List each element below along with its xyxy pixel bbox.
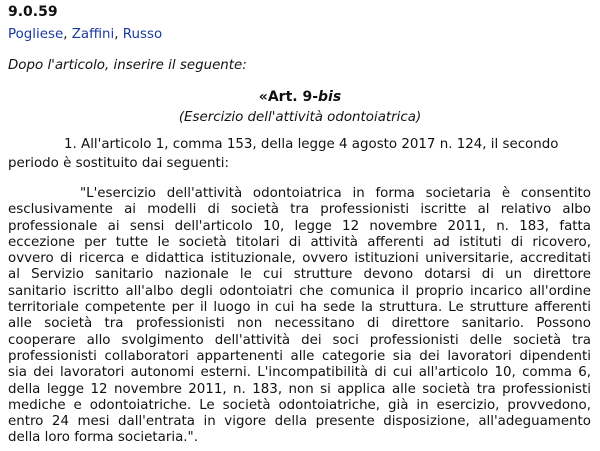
quote-line: della loro forma societaria.".: [8, 430, 198, 446]
paragraph-line: 1. All'articolo 1, comma 153, della legge 4 agosto 2017 n. 124, il secondo: [64, 137, 559, 152]
amendment-code: 9.0.59: [8, 4, 58, 20]
quote-line: mediche e odontoiatriche. Le società odontoiatriche, già in esercizio, provvedono,: [8, 397, 591, 413]
article-title: [0, 89, 600, 105]
quote-line: sia dei lavoratori autonomi esterni. L'incompatibilità di cui all'articolo 10, comma 6,: [8, 365, 591, 381]
quote-line: al Servizio sanitario nazionale le cui strutture devono dotarsi di un direttore: [8, 267, 591, 283]
paragraph-line: periodo è sostituito dai seguenti:: [8, 155, 229, 171]
quote-line: esclusivamente ai modelli di società tra professionisti iscritte al relativo albo: [8, 202, 591, 218]
author-link-pogliese[interactable]: Pogliese: [8, 27, 64, 42]
article-title-prefix: «Art. 9-: [258, 89, 319, 105]
quote-line: sanitario iscritto all'albo degli odontoiatri che comunica il proprio incarico all'ordine: [8, 283, 591, 299]
quote-line: "L'esercizio dell'attività odontoiatrica in forma societaria è consentito: [80, 186, 591, 201]
author-separator: ,: [63, 27, 68, 42]
author-separator: ,: [114, 27, 119, 42]
paragraph-1: [8, 136, 592, 173]
author-link-zaffini[interactable]: Zaffini: [71, 27, 115, 42]
authors-list: [8, 27, 162, 42]
quote-line: cooperare allo svolgimento dell'attività dei soci professionisti delle società tra: [8, 332, 591, 348]
quote-line: entro 24 mesi dall'entrata in vigore della presente disposizione, all'adeguamento: [8, 414, 591, 430]
quote-line: alle società tra professionisti non necessitano di direttore sanitario. Possono: [8, 316, 591, 332]
intro-text: Dopo l'articolo, inserire il seguente:: [8, 58, 247, 73]
quote-line: della legge 12 novembre 2011, n. 183, non si applica alle società tra professionisti: [8, 381, 591, 397]
quote-line: professionale ai sensi dell'articolo 10, legge 12 novembre 2011, n. 183, fatta: [8, 218, 591, 234]
quoted-text: [8, 186, 591, 447]
quote-line: ovvero di ricerca e didattica istituzionale, ovvero istituzioni universitarie, accreditati: [8, 251, 591, 267]
quote-line: territoriale competente per il luogo in cui ha sede la struttura. Le strutture afferenti: [8, 300, 591, 316]
article-subtitle: (Esercizio dell'attività odontoiatrica): [178, 110, 422, 125]
author-link-russo[interactable]: Russo: [122, 27, 163, 42]
article-title-suffix: bis: [318, 89, 342, 105]
quote-line: professionisti collaboratori appartenenti alle categorie sia dei lavoratori dipendenti: [8, 348, 591, 364]
quote-line: eccezione per tutte le società titolari di attività afferenti ad istituti di ricovero,: [8, 234, 591, 250]
